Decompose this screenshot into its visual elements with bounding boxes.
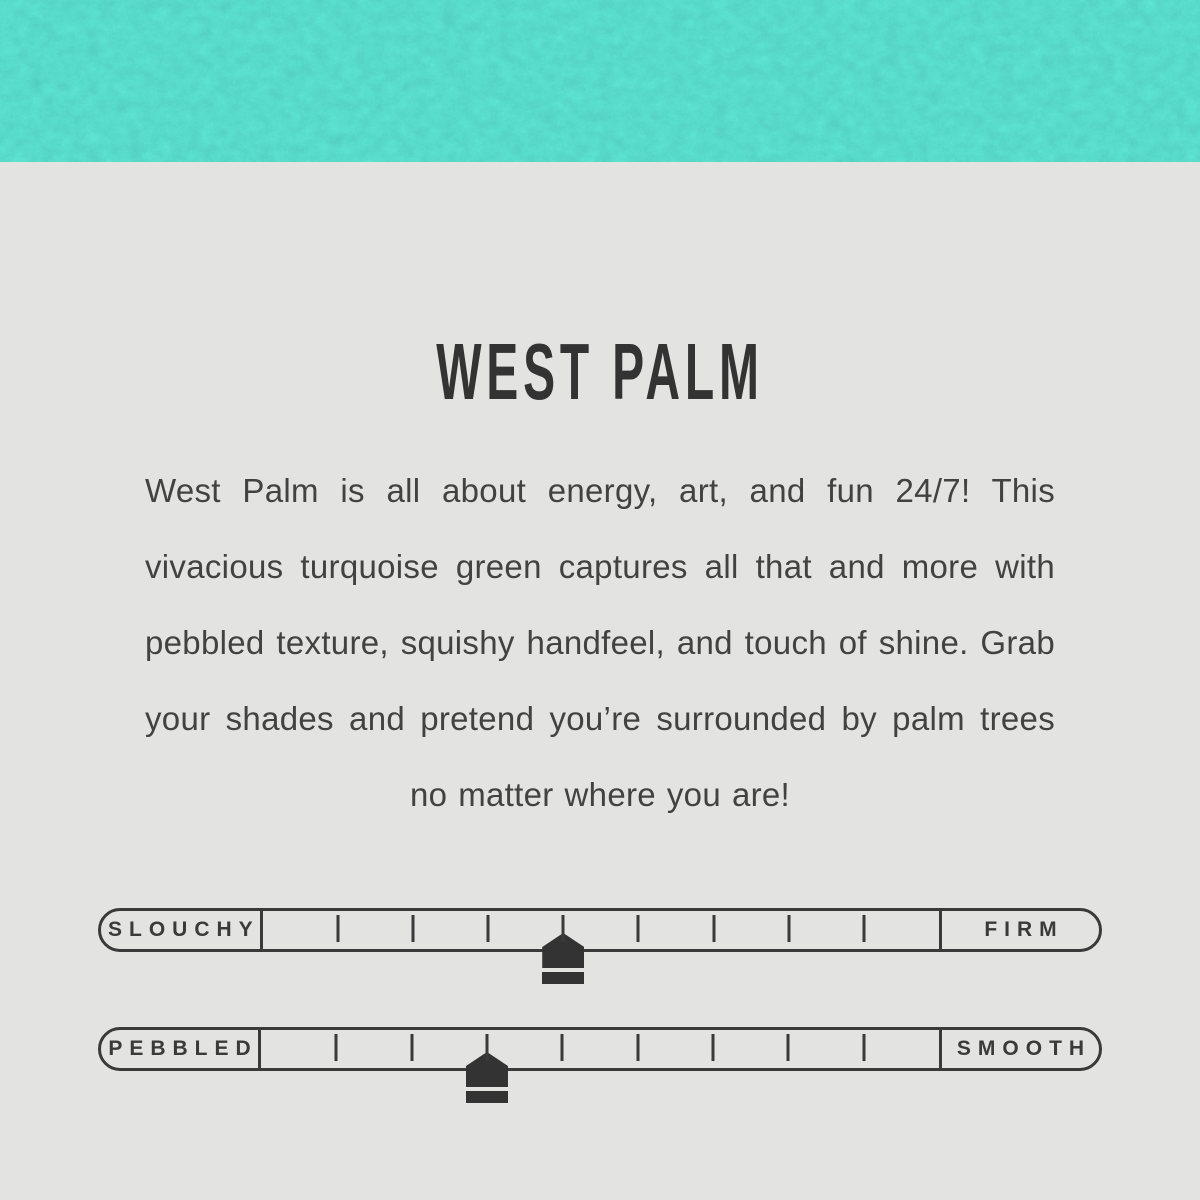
tick-mark [411,915,414,942]
scale-left-label: SLOUCHY [101,911,263,949]
tick-mark [637,915,640,942]
firmness-scale-track [263,911,939,949]
firmness-scale-pill [98,908,1102,952]
texture-scale [98,1027,1102,1071]
tick-mark [712,1034,715,1061]
tick-mark [712,915,715,942]
tick-mark [862,915,865,942]
color-name-title: WEST PALM [436,326,764,416]
leather-swatch-banner [0,0,1200,162]
tick-mark [487,915,490,942]
leather-texture-image [0,0,1200,162]
tick-mark [561,1034,564,1061]
scale-left-label: PEBBLED [101,1030,261,1068]
firmness-scale [98,908,1102,952]
scale-right-label: FIRM [939,911,1099,949]
marker-base [466,1091,508,1103]
color-description: West Palm is all about energy, art, and fun 24/7! This vivacious turquoise green captures all that and more with pebbled texture, squishy handfeel, and touch of shine. Grab your shades and pretend you’re surrounded by palm trees no matter where you are! [145,472,1055,813]
tick-mark [787,1034,790,1061]
texture-scale-track [261,1030,939,1068]
tick-mark [562,915,565,942]
tick-mark [787,915,790,942]
marker-base [542,972,584,984]
tick-mark [410,1034,413,1061]
tick-mark [336,915,339,942]
tick-mark [335,1034,338,1061]
tick-mark [486,1034,489,1061]
tick-mark [636,1034,639,1061]
scale-right-label: SMOOTH [939,1030,1099,1068]
tick-mark [862,1034,865,1061]
texture-scale-pill [98,1027,1102,1071]
